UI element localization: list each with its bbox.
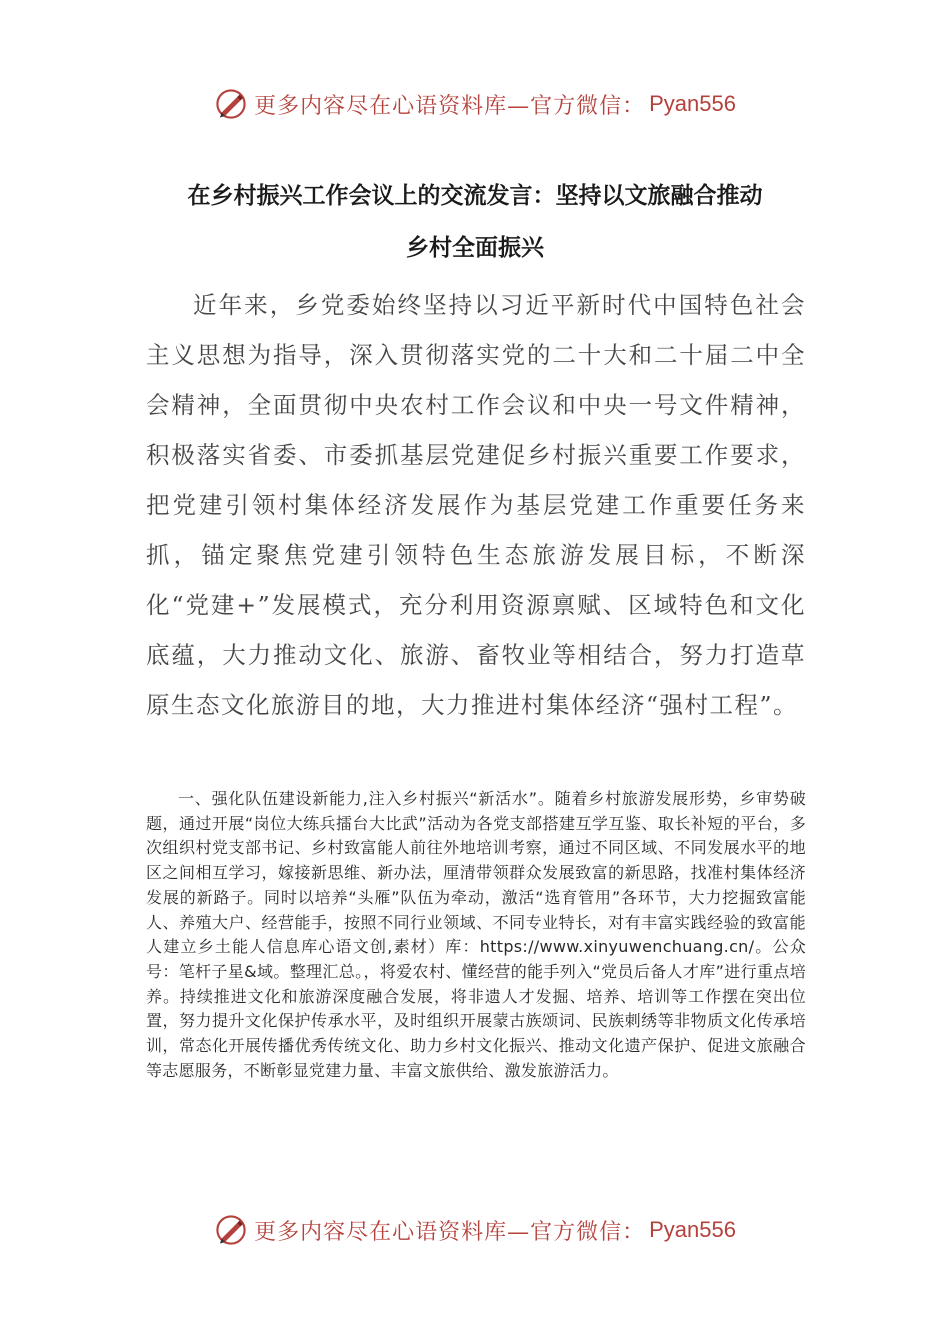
document-title [120, 170, 830, 274]
title-line-1: 在乡村振兴工作会议上的交流发言：坚持以文旅融合推动 [187, 183, 763, 209]
section-1-paragraph: 一、强化队伍建设新能力,注入乡村振兴“新活水”。随着乡村旅游发展形势，乡审势破题，通过开展“岗位大练兵擂台大比武”活动为各党支部搭建互学互鉴、取长补短的平台，多次组织村党支部书记、乡村致富能人前往外地培训考察，通过不同区域、不同发展水平的地区之间相互学习，嫁接新思维、新办法，厘清带领群众发展致富的新思路，找准村集体经济发展的新路子。同时以培养“头雁”队伍为牵动，激活“选育管用”各环节，大力挖掘致富能人、养殖大户、经营能手，按照不同行业领域、不同专业特长，对有丰富实践经验的致富能人建立乡土能人信息库心语文创,素材）库：https://www.xinyuwenchuang.cn/。公众号：笔杆子星&域。整理汇总。，将爱农村、懂经营的能手列入“党员后备人才库”进行重点培养。持续推进文化和旅游深度融合发展，将非遗人才发掘、培养、培训等工作摆在突出位置，努力提升文化保护传承水平，及时组织开展蒙古族颂词、民族刺绣等非物质文化传承培训，常态化开展传播优秀传统文化、助力乡村文化振兴、推动文化遗产保护、促进文旅融合等志愿服务，不断彰显党建力量、丰富文旅供给、激发旅游活力。 [146, 789, 806, 1080]
header-banner [0, 84, 950, 124]
pen-logo-icon [214, 1213, 248, 1247]
lead-paragraph: 近年来，乡党委始终坚持以习近平新时代中国特色社会主义思想为指导，深入贯彻落实党的二十大和二十届二中全会精神，全面贯彻中央农村工作会议和中央一号文件精神，积极落实省委、市委抓基层党建促乡村振兴重要工作要求，把党建引领村集体经济发展作为基层党建工作重要任务来抓，锚定聚焦党建引领特色生态旅游发展目标，不断深化“党建+”发展模式，充分利用资源禀赋、区域特色和文化底蕴，大力推动文化、旅游、畜牧业等相结合，努力打造草原生态文化旅游目的地，大力推进村集体经济“强村工程”。 [146, 291, 806, 719]
pen-logo-icon [214, 87, 248, 121]
banner-wechat-id: Pyan556 [649, 91, 736, 116]
banner-text: 更多内容尽在心语资料库—官方微信： [254, 93, 646, 119]
footer-banner [0, 1210, 950, 1250]
banner-text: 更多内容尽在心语资料库—官方微信： [254, 1219, 646, 1245]
banner-wechat-id: Pyan556 [649, 1217, 736, 1242]
title-line-2: 乡村全面振兴 [406, 235, 544, 261]
